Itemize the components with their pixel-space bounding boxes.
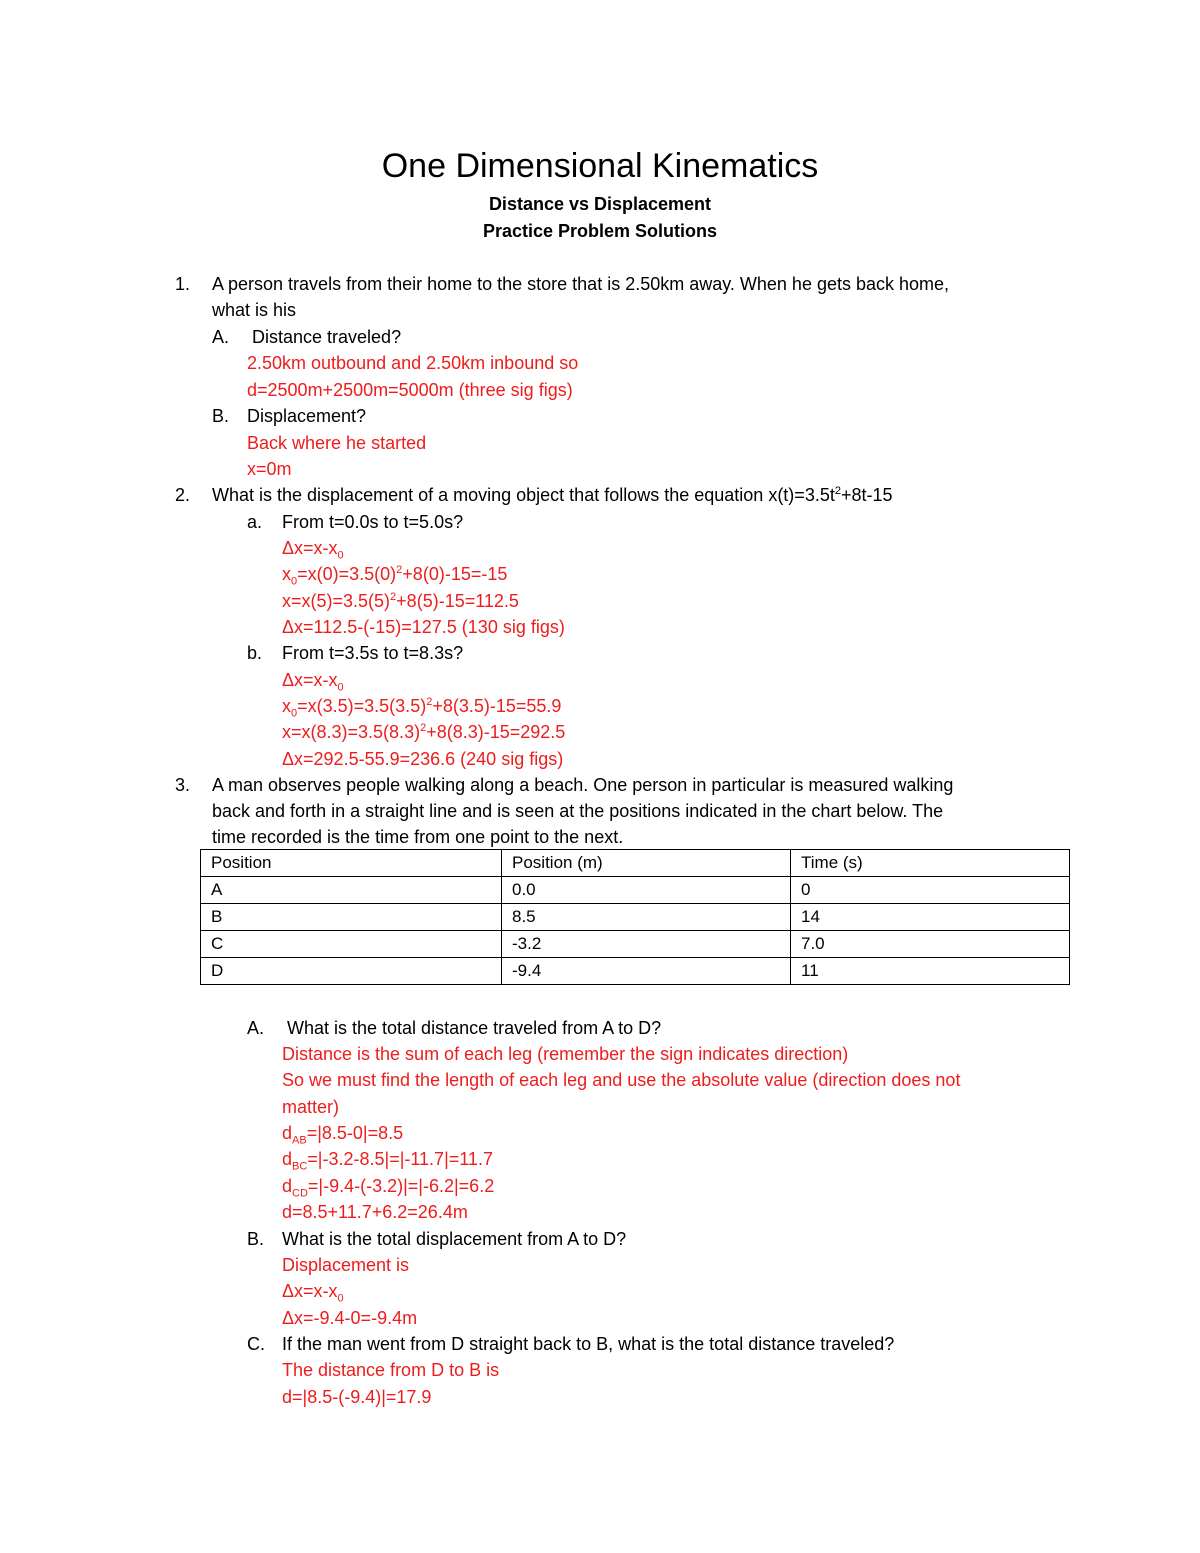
table-cell: A	[201, 877, 502, 904]
table-cell: D	[201, 958, 502, 985]
table-cell: 11	[791, 958, 1070, 985]
q3a-answer-total: d=8.5+11.7+6.2=26.4m	[282, 1202, 468, 1222]
q1a-answer-line1: 2.50km outbound and 2.50km inbound so	[247, 353, 579, 373]
q3c-answer-line1: The distance from D to B is	[282, 1360, 500, 1380]
q2a-answer-line4: Δx=112.5-(-15)=127.5 (130 sig figs)	[282, 617, 565, 637]
q3b-answer-line1: Displacement is	[282, 1255, 410, 1275]
q1-text-line2: what is his	[212, 300, 297, 320]
q1b-answer-line2: x=0m	[247, 459, 292, 479]
q2b-answer-line3: $x=x(8.3)=3.5(8.3)^2+8(8.3)-15=292.5$	[282, 722, 566, 742]
table-header-row	[201, 850, 1070, 877]
q3a-text: What is the total distance traveled from A to D?	[282, 1018, 662, 1038]
table-cell: 14	[791, 904, 1070, 931]
q3a-answer-line2: So we must find the length of each leg and use the absolute value (direction does not	[282, 1070, 961, 1090]
q1b-label: B.	[212, 406, 230, 426]
table-row	[201, 877, 1070, 904]
q3-text-line1: A man observes people walking along a beach. One person in particular is measured walking	[212, 775, 954, 795]
q2b-label: b.	[247, 643, 263, 663]
subtitle-solutions: Practice Problem Solutions	[482, 221, 718, 241]
q2b-answer-line4: Δx=292.5-55.9=236.6 (240 sig figs)	[282, 749, 564, 769]
table-cell: 7.0	[791, 931, 1070, 958]
q3c-answer-line2: d=|8.5-(-9.4)|=17.9	[282, 1387, 432, 1407]
table-cell: B	[201, 904, 502, 931]
q3b-text: What is the total displacement from A to D?	[282, 1229, 627, 1249]
table-row	[201, 931, 1070, 958]
q3a-label: A.	[247, 1018, 265, 1038]
q3-number: 3.	[175, 775, 191, 795]
q2-number: 2.	[175, 485, 191, 505]
q1a-label: A.	[212, 327, 230, 347]
q3a-answer-dbc: $d_{BC}=|-3.2-8.5|=|-11.7|=11.7$	[282, 1149, 493, 1173]
table-row	[201, 958, 1070, 985]
q1-text-line1: A person travels from their home to the store that is 2.50km away. When he gets back home,	[212, 274, 950, 294]
q3b-answer-line2: $\Delta x=x-x_0$	[282, 1281, 344, 1305]
table-cell: 0	[791, 877, 1070, 904]
q1-number: 1.	[175, 274, 191, 294]
q2a-answer-line3: $x=x(5)=3.5(5)^2+8(5)-15=112.5$	[282, 591, 519, 611]
q2a-answer-line2: $x_0=x(0)=3.5(0)^2+8(0)-15=-15$	[282, 564, 508, 588]
table-cell: 8.5	[502, 904, 791, 931]
q2b-text: From t=3.5s to t=8.3s?	[282, 643, 464, 663]
q3a-answer-dab: $d_{AB}=|8.5-0|=8.5$	[282, 1123, 404, 1147]
q3-text-line2: back and forth in a straight line and is seen at the positions indicated in the chart below. The	[212, 801, 944, 821]
q3b-answer-line3: Δx=-9.4-0=-9.4m	[282, 1308, 418, 1328]
table-header-cell: Time (s)	[791, 850, 1070, 877]
q3c-label: C.	[247, 1334, 265, 1354]
q2a-answer-line1: $\Delta x=x-x_0$	[282, 538, 344, 562]
q1a-answer-line2: d=2500m+2500m=5000m (three sig figs)	[247, 380, 573, 400]
q2b-answer-line1: $\Delta x=x-x_0$	[282, 670, 344, 694]
q3a-answer-line3: matter)	[282, 1097, 340, 1117]
page-title: One Dimensional Kinematics	[381, 147, 819, 185]
q3a-answer-line1: Distance is the sum of each leg (remember the sign indicates direction)	[282, 1044, 849, 1064]
table-cell: -3.2	[502, 931, 791, 958]
table-cell: C	[201, 931, 502, 958]
q2a-text: From t=0.0s to t=5.0s?	[282, 512, 464, 532]
table-cell: 0.0	[502, 877, 791, 904]
table-cell: -9.4	[502, 958, 791, 985]
q3b-label: B.	[247, 1229, 265, 1249]
q2b-answer-line2: $x_0=x(3.5)=3.5(3.5)^2+8(3.5)-15=55.9$	[282, 696, 562, 720]
q3a-answer-dcd: $d_{CD}=|-9.4-(-3.2)|=|-6.2|=6.2$	[282, 1176, 495, 1200]
position-table	[200, 849, 1070, 985]
q1b-text: Displacement?	[247, 406, 367, 426]
q2a-label: a.	[247, 512, 263, 532]
q3-text-line3: time recorded is the time from one point to the next.	[212, 827, 624, 847]
subtitle-topic: Distance vs Displacement	[488, 194, 712, 214]
table-header-cell: Position	[201, 850, 502, 877]
table-row	[201, 904, 1070, 931]
q2-text: What is the displacement of a moving object that follows the equation $x(t)=3.5t^2+8t-15$	[212, 485, 893, 505]
q3c-text: If the man went from D straight back to B, what is the total distance traveled?	[282, 1334, 895, 1354]
q1b-answer-line1: Back where he started	[247, 433, 427, 453]
q1a-text: Distance traveled?	[252, 327, 402, 347]
table-header-cell: Position (m)	[502, 850, 791, 877]
